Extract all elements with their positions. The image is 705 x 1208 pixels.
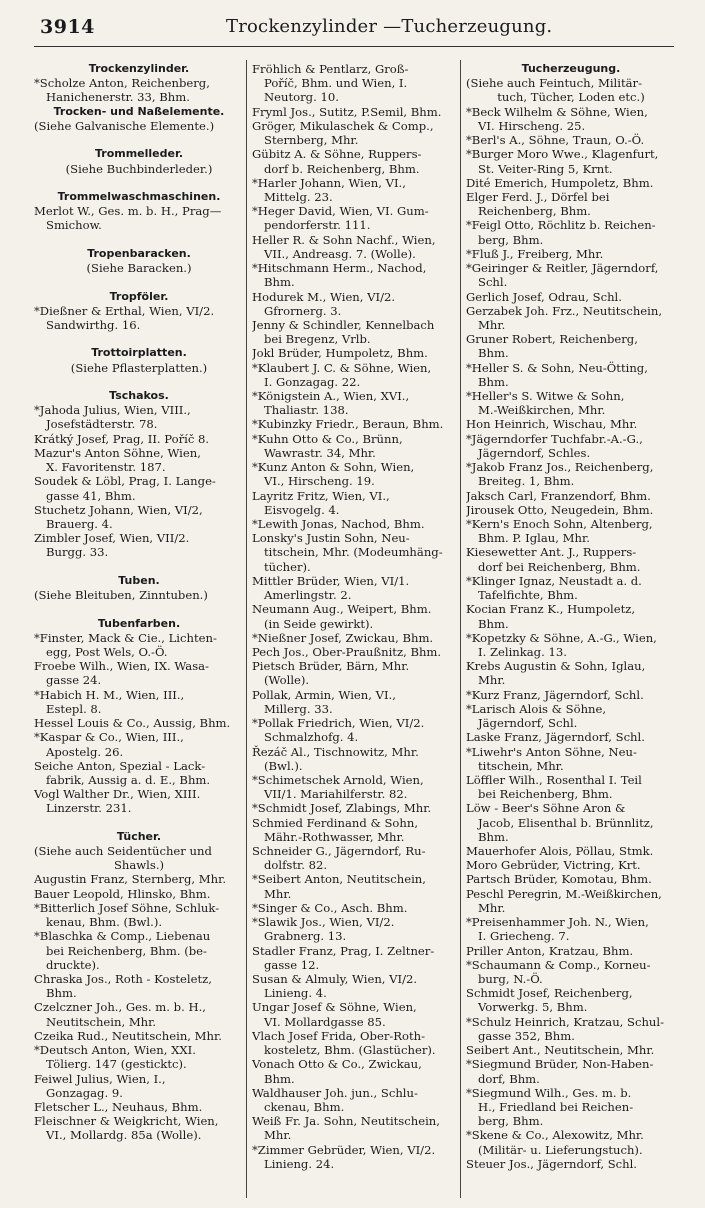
entry-line: *Beck Wilhelm & Söhne, Wien, — [466, 104, 648, 119]
entry-line: Jägerndorf, Schles. — [478, 445, 591, 460]
entry-line: Mähr.-Rothwasser, Mhr. — [264, 829, 405, 844]
entry-line: Chraska Jos., Roth - Kosteletz, — [34, 972, 212, 986]
entry-line — [34, 602, 244, 616]
section-heading: Trottoirplatten. — [91, 346, 187, 360]
entry-line: X. Favoritenstr. 187. — [46, 460, 166, 475]
entry-line: bei Bregenz, Vrlb. — [264, 332, 371, 347]
entry-line: Stuchetz Johann, Wien, VI/2, — [34, 502, 203, 517]
entry-line: Bhm. — [478, 346, 509, 361]
entry-line: Hessel Louis & Co., Aussig, Bhm. — [34, 716, 231, 731]
entry-line: (Militär- u. Lieferungstuch). — [478, 1142, 643, 1157]
entry-line: Mittelg. 23. — [264, 189, 333, 204]
entry-line: Bhm. — [264, 275, 295, 290]
entry-line: (Siehe Bleituben, Zinntuben.) — [34, 588, 208, 603]
entry-line: Waldhauser Joh. jun., Schlu- — [252, 1085, 418, 1100]
entry-line: dorf, Bhm. — [478, 1071, 540, 1086]
entry-line: *Blaschka & Comp., Liebenau — [34, 929, 211, 944]
entry-line: Löw - Beer's Söhne Aron & — [466, 801, 626, 816]
entry-line: Jägerndorf, Schl. — [478, 716, 578, 731]
section-heading: Trommelwaschmaschinen. — [57, 189, 221, 203]
entry-line: Seiche Anton, Spezial - Lack- — [34, 758, 206, 773]
entry-line: Gröger, Mikulaschek & Comp., — [252, 118, 434, 133]
entry-line: Shawls.) — [113, 858, 165, 873]
entry-line: Sternberg, Mhr. — [264, 133, 359, 148]
entry-line: *Skene & Co., Alexowitz, Mhr. — [466, 1128, 644, 1143]
entry-line: berg, Bhm. — [478, 232, 544, 247]
entry-line: *Berl's A., Söhne, Traun, O.-Ö. — [466, 133, 645, 148]
entry-line: Heller R. & Sohn Nachf., Wien, — [252, 232, 436, 247]
entry-line — [34, 560, 244, 574]
entry-line: Susan & Almuly, Wien, VI/2. — [252, 972, 418, 986]
entry-line: Poříč, Bhm. und Wien, I. — [264, 76, 408, 91]
entry-line — [34, 375, 244, 389]
entry-line: Fleischner & Weigkricht, Wien, — [34, 1114, 219, 1129]
entry-line: *Siegmund Brüder, Non-Haben- — [466, 1057, 654, 1072]
entry-line: Gerlich Josef, Odrau, Schl. — [466, 289, 622, 304]
entry-line — [34, 816, 244, 830]
column-middle — [252, 62, 458, 1190]
entry-line: H., Friedland bei Reichen- — [478, 1099, 634, 1114]
entry-line: *Deutsch Anton, Wien, XXI. — [34, 1043, 196, 1058]
entry-line: Burgg. 33. — [46, 545, 109, 560]
section-heading: Tubenfarben. — [97, 616, 181, 630]
entry-line: Tafelfichte, Bhm. — [478, 588, 578, 603]
entry-line: Zimbler Josef, Wien, VII/2. — [34, 531, 190, 546]
entry-line: Wawrastr. 34, Mhr. — [264, 445, 376, 460]
entry-line: Kiesewetter Ant. J., Ruppers- — [466, 545, 637, 560]
entry-line: Krebs Augustin & Sohn, Iglau, — [466, 659, 646, 674]
entry-line: *Larisch Alois & Söhne, — [466, 701, 607, 716]
entry-line: ckenau, Bhm. — [264, 1099, 345, 1114]
entry-line: Bhm. — [478, 616, 509, 631]
entry-line: Hodurek M., Wien, VI/2. — [252, 289, 396, 304]
entry-line: Jirousek Otto, Neugedein, Bhm. — [466, 502, 654, 517]
entry-line: (Bwl.). — [264, 758, 303, 773]
entry-line: *Schulz Heinrich, Kratzau, Schul- — [466, 1014, 665, 1029]
entry-line: titschein, Mhr. (Modeumhäng- — [264, 545, 443, 560]
entry-line: Czelczner Joh., Ges. m. b. H., — [34, 1000, 206, 1015]
entry-line: tücher). — [264, 559, 311, 574]
entry-line: Gruner Robert, Reichenberg, — [466, 332, 638, 347]
entry-line: Layritz Fritz, Wien, VI., — [252, 488, 390, 503]
entry-line: gasse 41, Bhm. — [46, 488, 136, 503]
entry-line: Gfrornerg. 3. — [264, 303, 342, 318]
entry-line: *Heller S. & Sohn, Neu-Ötting, — [466, 360, 648, 375]
entry-line: egg, Post Wels, O.-Ö. — [46, 644, 168, 659]
entry-line: Soudek & Löbl, Prag, I. Lange- — [34, 474, 216, 489]
entry-line: Fryml Jos., Sutitz, P.Semil, Bhm. — [252, 104, 442, 119]
section-heading: Tropföler. — [109, 289, 169, 303]
entry-line: *Singer & Co., Asch. Bhm. — [252, 900, 408, 915]
entry-line: Feiwel Julius, Wien, I., — [34, 1071, 166, 1086]
entry-line — [34, 332, 244, 346]
entry-line: VI., Hirscheng. 19. — [264, 474, 375, 489]
entry-line: *Klinger Ignaz, Neustadt a. d. — [466, 573, 642, 588]
entry-line: Schneider G., Jägerndorf, Ru- — [252, 844, 426, 859]
entry-line: *Kopetzky & Söhne, A.-G., Wien, — [466, 630, 657, 645]
entry-line: Reichenberg, Bhm. — [478, 204, 591, 219]
entry-line: *Kern's Enoch Sohn, Altenberg, — [466, 517, 653, 531]
entry-line: Mauerhofer Alois, Pöllau, Stmk. — [466, 844, 654, 859]
entry-line: Fröhlich & Pentlarz, Groß- — [252, 62, 409, 76]
entry-line: *Scholze Anton, Reichenberg, — [34, 76, 210, 91]
entry-line: Apostelg. 26. — [46, 744, 124, 759]
entry-line: *Slawik Jos., Wien, VI/2. — [252, 915, 395, 930]
entry-line: M.-Weißkirchen, Mhr. — [478, 403, 606, 418]
entry-line: *Geiringer & Reitler, Jägerndorf, — [466, 261, 659, 276]
entry-line: Breiteg. 1, Bhm. — [478, 474, 575, 489]
entry-line: *Harler Johann, Wien, VI., — [252, 175, 406, 190]
entry-line: *Schaumann & Comp., Korneu- — [466, 957, 651, 972]
entry-line: *Jägerndorfer Tuchfabr.-A.-G., — [466, 431, 643, 446]
entry-line: kenau, Bhm. (Bwl.). — [46, 915, 163, 930]
entry-line: Mazur's Anton Söhne, Wien, — [34, 445, 201, 460]
entry-line: kosteletz, Bhm. (Glastücher). — [264, 1043, 436, 1058]
entry-line: Gerzabek Joh. Frz., Neutitschein, — [466, 303, 663, 318]
entry-line: *Preisenhammer Joh. N., Wien, — [466, 915, 649, 930]
entry-line: (Siehe auch Feintuch, Militär- — [466, 76, 643, 91]
entry-line: fabrik, Aussig a. d. E., Bhm. — [46, 772, 211, 787]
entry-line: Jaksch Carl, Franzendorf, Bhm. — [466, 488, 651, 503]
entry-line: Millerg. 33. — [264, 701, 333, 716]
column-rule-left — [246, 60, 247, 1198]
entry-line: (Siehe Pflasterplatten.) — [70, 360, 208, 375]
entry-line: Neutorg. 10. — [264, 90, 339, 105]
entry-line: Linzerstr. 231. — [46, 801, 132, 816]
entry-line: Bhm. — [46, 986, 77, 1001]
entry-line: (Siehe Baracken.) — [86, 261, 192, 276]
section-heading: Tschakos. — [109, 389, 169, 403]
entry-line — [34, 176, 244, 190]
entry-line: Schmidt Josef, Reichenberg, — [466, 986, 633, 1001]
entry-line: I. Zelinkag. 13. — [478, 644, 567, 659]
entry-line: *Burger Moro Wwe., Klagenfurt, — [466, 147, 659, 162]
entry-line: Bhm. P. Iglau, Mhr. — [478, 531, 590, 546]
entry-line: Priller Anton, Kratzau, Bhm. — [466, 943, 634, 958]
entry-line: Mhr. — [264, 1128, 292, 1143]
section-heading: Tücher. — [116, 829, 162, 843]
entry-line: Josefstädterstr. 78. — [46, 417, 158, 432]
entry-line: Seibert Ant., Neutitschein, Mhr. — [466, 1043, 655, 1058]
entry-line: Estepl. 8. — [46, 701, 102, 716]
entry-line: *Kaspar & Co., Wien, III., — [34, 730, 184, 745]
entry-line: Krátký Josef, Prag, II. Poříč 8. — [34, 431, 210, 446]
entry-line: Pech Jos., Ober-Praußnitz, Bhm. — [252, 644, 442, 659]
section-heading: Tucherzeugung. — [521, 62, 621, 75]
entry-line: Weiß Fr. Ja. Sohn, Neutitschein, — [252, 1114, 440, 1129]
entry-line: *Jahoda Julius, Wien, VIII., — [34, 403, 191, 418]
entry-line: Dité Emerich, Humpoletz, Bhm. — [466, 175, 654, 190]
entry-line: Neutitschein, Mhr. — [46, 1014, 157, 1029]
entry-line: Bhm. — [478, 374, 509, 389]
entry-line: berg, Bhm. — [478, 1114, 544, 1129]
entry-line: Moro Gebrüder, Victring, Krt. — [466, 858, 641, 873]
entry-line: Mhr. — [478, 317, 506, 332]
entry-line: tuch, Tücher, Loden etc.) — [497, 90, 645, 105]
section-heading: Trocken- und Naßelemente. — [53, 104, 225, 118]
entry-line: Steuer Jos., Jägerndorf, Schl. — [466, 1156, 637, 1171]
entry-line: gasse 12. — [264, 957, 320, 972]
entry-line: Bauer Leopold, Hlinsko, Bhm. — [34, 886, 211, 901]
entry-line: bei Reichenberg, Bhm. (be- — [46, 943, 207, 958]
entry-line: Gonzagag. 9. — [46, 1085, 123, 1100]
entry-line — [34, 275, 244, 289]
entry-line: Hanichenerstr. 33, Bhm. — [46, 90, 190, 105]
entry-line: Stadler Franz, Prag, I. Zeltner- — [252, 943, 435, 958]
entry-line: Bhm. — [264, 1071, 295, 1086]
entry-line: VII/1. Mariahilferstr. 82. — [264, 787, 408, 802]
entry-line: Czeika Rud., Neutitschein, Mhr. — [34, 1028, 222, 1043]
entry-line: *Bitterlich Josef Söhne, Schluk- — [34, 900, 220, 915]
entry-line: (Wolle). — [264, 673, 310, 688]
entry-line: *Finster, Mack & Cie., Lichten- — [34, 630, 217, 645]
entry-line: burg, N.-Ö. — [478, 972, 543, 986]
entry-line: Elger Ferd. J., Dörfel bei — [466, 189, 610, 204]
entry-line: Schl. — [478, 275, 508, 290]
entry-line: Jokl Brüder, Humpoletz, Bhm. — [252, 346, 428, 361]
entry-line: Vlach Josef Frida, Ober-Roth- — [252, 1028, 426, 1043]
entry-line: *Zimmer Gebrüder, Wien, VI/2. — [252, 1142, 436, 1157]
entry-line: *Seibert Anton, Neutitschein, — [252, 872, 426, 887]
entry-line: *Heller's S. Witwe & Sohn, — [466, 389, 625, 404]
section-heading: Trockenzylinder. — [88, 62, 190, 75]
entry-line: I. Griecheng. 7. — [478, 929, 570, 944]
entry-line: Thaliastr. 138. — [264, 403, 349, 418]
entry-line: Jenny & Schindler, Kennelbach — [252, 317, 435, 332]
entry-line: *Pollak Friedrich, Wien, VI/2. — [252, 716, 425, 731]
entry-line: *Königstein A., Wien, XVI., — [252, 389, 410, 404]
entry-line: Linieng. 4. — [264, 986, 327, 1001]
entry-line: Sandwirthg. 16. — [46, 317, 141, 332]
entry-line: *Lewith Jonas, Nachod, Bhm. — [252, 517, 425, 531]
entry-line: Merlot W., Ges. m. b. H., Prag— — [34, 204, 222, 219]
entry-line: VI. Hirscheng. 25. — [478, 118, 586, 133]
entry-line: Augustin Franz, Sternberg, Mhr. — [34, 872, 227, 887]
entry-line: (Siehe Galvanische Elemente.) — [34, 118, 215, 133]
entry-line: Grabnerg. 13. — [264, 929, 347, 944]
entry-line: St. Veiter-Ring 5, Krnt. — [478, 161, 613, 176]
entry-line: druckte). — [46, 957, 100, 972]
entry-line: Pietsch Brüder, Bärn, Mhr. — [252, 659, 410, 674]
entry-line: Fletscher L., Neuhaus, Bhm. — [34, 1099, 203, 1114]
entry-line: Řezáč Al., Tischnowitz, Mhr. — [252, 744, 419, 759]
entry-line: Peschl Peregrin, M.-Weißkirchen, — [466, 886, 662, 901]
entry-line — [34, 233, 244, 247]
entry-line: dorf b. Reichenberg, Bhm. — [264, 161, 420, 176]
column-rule-right — [460, 60, 461, 1198]
entry-line: Partsch Brüder, Komotau, Bhm. — [466, 872, 652, 887]
column-left — [34, 62, 244, 1190]
entry-line: *Liwehr's Anton Söhne, Neu- — [466, 744, 637, 759]
entry-line: Pollak, Armin, Wien, VI., — [252, 687, 396, 702]
entry-line: *Fluß J., Freiberg, Mhr. — [466, 246, 604, 261]
entry-line: *Heger David, Wien, VI. Gum- — [252, 204, 429, 219]
entry-line — [34, 133, 244, 147]
entry-line: Ungar Josef & Söhne, Wien, — [252, 1000, 417, 1015]
entry-line: VI., Mollardg. 85a (Wolle). — [46, 1128, 202, 1143]
entry-line: *Hitschmann Herm., Nachod, — [252, 261, 427, 276]
entry-line: Vonach Otto & Co., Zwickau, — [252, 1057, 422, 1072]
entry-line: Mhr. — [264, 886, 292, 901]
entry-line: *Jakob Franz Jos., Reichenberg, — [466, 460, 654, 475]
entry-line: Mhr. — [478, 900, 506, 915]
entry-line: Lonsky's Justin Sohn, Neu- — [252, 531, 410, 546]
entry-line: *Kurz Franz, Jägerndorf, Schl. — [466, 687, 644, 702]
entry-line: gasse 352, Bhm. — [478, 1028, 575, 1043]
entry-line: gasse 24. — [46, 673, 102, 688]
running-title: Trockenzylinder —Tucherzeugung. — [226, 16, 553, 37]
column-right — [466, 62, 676, 1190]
entry-line: *Kunz Anton & Sohn, Wien, — [252, 460, 415, 475]
entry-line: Kocian Franz K., Humpoletz, — [466, 602, 636, 617]
entry-line: *Dießner & Erthal, Wien, VI/2. — [34, 303, 215, 318]
entry-line: VII., Andreasg. 7. (Wolle). — [264, 246, 416, 261]
entry-line: *Habich H. M., Wien, III., — [34, 687, 185, 702]
header-rule — [34, 46, 674, 47]
entry-line: Bhm. — [478, 829, 509, 844]
entry-line: *Nießner Josef, Zwickau, Bhm. — [252, 630, 434, 645]
entry-line: (Siehe Buchbinderleder.) — [65, 161, 213, 176]
entry-line: dolfstr. 82. — [264, 858, 328, 873]
entry-line: *Schmidt Josef, Zlabings, Mhr. — [252, 801, 432, 816]
entry-line: Schmalzhofg. 4. — [264, 730, 359, 745]
entry-line: dorf bei Reichenberg, Bhm. — [478, 559, 641, 574]
entry-line: (in Seide gewirkt). — [264, 616, 374, 631]
entry-line: Neumann Aug., Weipert, Bhm. — [252, 602, 432, 617]
entry-line: *Klaubert J. C. & Söhne, Wien, — [252, 360, 432, 375]
entry-line: Amerlingstr. 2. — [264, 588, 352, 603]
entry-line: Mhr. — [478, 673, 506, 688]
entry-line: Brauerg. 4. — [46, 517, 113, 531]
page-number: 3914 — [40, 16, 95, 38]
entry-line: Linieng. 24. — [264, 1156, 335, 1171]
entry-line: Vogl Walther Dr., Wien, XIII. — [34, 787, 201, 802]
entry-line: *Kubinzky Friedr., Beraun, Bhm. — [252, 417, 444, 432]
entry-line: Froebe Wilh., Wien, IX. Wasa- — [34, 659, 209, 674]
entry-line: Löffler Wilh., Rosenthal I. Teil — [466, 772, 642, 787]
entry-line: Smichow. — [46, 218, 102, 233]
entry-line: Hon Heinrich, Wischau, Mhr. — [466, 417, 638, 432]
entry-line: *Schimetschek Arnold, Wien, — [252, 772, 424, 787]
section-heading: Tuben. — [118, 573, 160, 587]
entry-line: VI. Mollardgasse 85. — [264, 1014, 386, 1029]
entry-line: Laske Franz, Jägerndorf, Schl. — [466, 730, 645, 745]
entry-line: pendorferstr. 111. — [264, 218, 371, 233]
entry-line: *Siegmund Wilh., Ges. m. b. — [466, 1085, 632, 1100]
entry-line: Vorwerkg. 5, Bhm. — [478, 1000, 588, 1015]
entry-line: Gübitz A. & Söhne, Ruppers- — [252, 147, 422, 162]
entry-line: Schmied Ferdinand & Sohn, — [252, 815, 419, 830]
page-header — [0, 14, 705, 44]
section-heading: Tropenbaracken. — [87, 246, 191, 260]
entry-line: Jacob, Elisenthal b. Brünnlitz, — [478, 815, 654, 830]
entry-line: Eisvogelg. 4. — [264, 502, 340, 517]
entry-line: titschein, Mhr. — [478, 758, 564, 773]
entry-line: *Feigl Otto, Röchlitz b. Reichen- — [466, 218, 656, 233]
entry-line: Mittler Brüder, Wien, VI/1. — [252, 573, 410, 588]
entry-line: bei Reichenberg, Bhm. — [478, 787, 613, 802]
section-heading: Trommelleder. — [94, 147, 184, 161]
entry-line: Tölierg. 147 (gesticktc). — [46, 1057, 187, 1072]
entry-line: *Kuhn Otto & Co., Brünn, — [252, 431, 403, 446]
entry-line: (Siehe auch Seidentücher und — [34, 844, 212, 859]
entry-line: I. Gonzagag. 22. — [264, 374, 361, 389]
